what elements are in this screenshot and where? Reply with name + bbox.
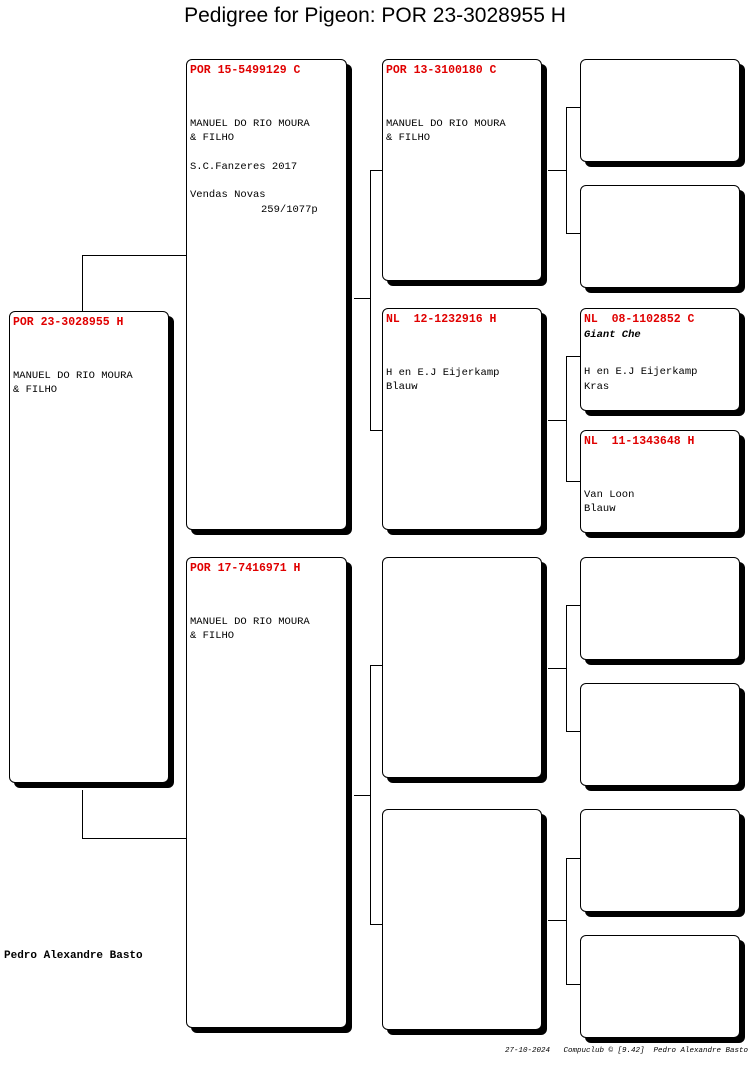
- connector-line: [548, 668, 566, 669]
- ss-sire-card: [580, 59, 740, 162]
- connector-line: [354, 795, 370, 796]
- sire-sire-card: [382, 59, 542, 281]
- ds-sire-card: [580, 557, 740, 660]
- dd-dam-card: [580, 935, 740, 1038]
- connector-line: [566, 233, 581, 234]
- connector-line: [566, 731, 581, 732]
- sire-dam-card: [382, 308, 542, 530]
- dam-owner-line-1: MANUEL DO RIO MOURA: [190, 615, 310, 628]
- sire-sire-owner-line-1: MANUEL DO RIO MOURA: [386, 117, 506, 130]
- connector-line: [566, 356, 567, 481]
- dam-owner-line-2: & FILHO: [190, 630, 235, 642]
- footer-credits: 27-10-2024 Compuclub © [9.42] Pedro Alexandre Basto: [504, 1047, 748, 1055]
- sire-sire-owner-line-2: & FILHO: [386, 132, 431, 144]
- sire-note-race: S.C.Fanzeres 2017: [190, 160, 298, 173]
- subject-owner-line-1: MANUEL DO RIO MOURA: [13, 369, 133, 382]
- subject-pigeon-card: [9, 311, 169, 783]
- sire-owner-line-1: MANUEL DO RIO MOURA: [190, 117, 310, 130]
- connector-line: [82, 838, 187, 839]
- sire-dam-owner-line-2: Blauw: [386, 381, 418, 393]
- subject-owner-line-2: & FILHO: [13, 384, 58, 396]
- sd-sire-owner-line-1: H en E.J Eijerkamp: [584, 366, 698, 378]
- subject-ring-number: POR 23-3028955 H: [13, 316, 124, 329]
- sire-dam-ring-number: NL 12-1232916 H: [386, 313, 497, 326]
- connector-line: [566, 605, 581, 606]
- connector-line: [566, 107, 567, 233]
- connector-line: [566, 858, 567, 984]
- connector-line: [82, 790, 83, 838]
- sire-note-result: 259/1077p: [261, 203, 318, 216]
- connector-line: [548, 920, 566, 921]
- sd-sire-nickname: Giant Che: [584, 328, 641, 341]
- connector-line: [566, 858, 581, 859]
- sire-card: [186, 59, 347, 530]
- sire-dam-owner-line-1: H en E.J Eijerkamp: [386, 366, 500, 379]
- sire-owner-line-2: & FILHO: [190, 132, 235, 144]
- connector-line: [566, 605, 567, 731]
- sd-sire-ring-number: NL 08-1102852 C: [584, 313, 695, 326]
- connector-line: [354, 298, 370, 299]
- sire-note-location: Vendas Novas: [190, 189, 266, 201]
- connector-line: [548, 420, 566, 421]
- dam-ring-number: POR 17-7416971 H: [190, 562, 301, 575]
- dam-sire-card: [382, 557, 542, 778]
- connector-line: [566, 356, 581, 357]
- sd-sire-card: [580, 308, 740, 411]
- connector-line: [548, 170, 566, 171]
- breeder-name: Pedro Alexandre Basto: [4, 950, 143, 962]
- connector-line: [370, 170, 371, 430]
- dam-dam-card: [382, 809, 542, 1030]
- sd-sire-owner-line-2: Kras: [584, 380, 610, 393]
- connector-line: [566, 107, 581, 108]
- sd-dam-ring-number: NL 11-1343648 H: [584, 435, 695, 448]
- sire-ring-number: POR 15-5499129 C: [190, 64, 301, 77]
- sd-dam-card: [580, 430, 740, 533]
- sd-dam-owner-line-2: Blauw: [584, 503, 616, 515]
- sire-sire-ring-number: POR 13-3100180 C: [386, 64, 497, 77]
- connector-line: [566, 984, 581, 985]
- sd-dam-owner-line-1: Van Loon: [584, 488, 635, 501]
- ds-dam-card: [580, 683, 740, 786]
- ss-dam-card: [580, 185, 740, 288]
- connector-line: [82, 255, 83, 313]
- dd-sire-card: [580, 809, 740, 912]
- connector-line: [82, 255, 187, 256]
- connector-line: [566, 481, 581, 482]
- connector-line: [370, 665, 371, 924]
- dam-card: [186, 557, 347, 1028]
- page-title: Pedigree for Pigeon: POR 23-3028955 H: [184, 4, 566, 27]
